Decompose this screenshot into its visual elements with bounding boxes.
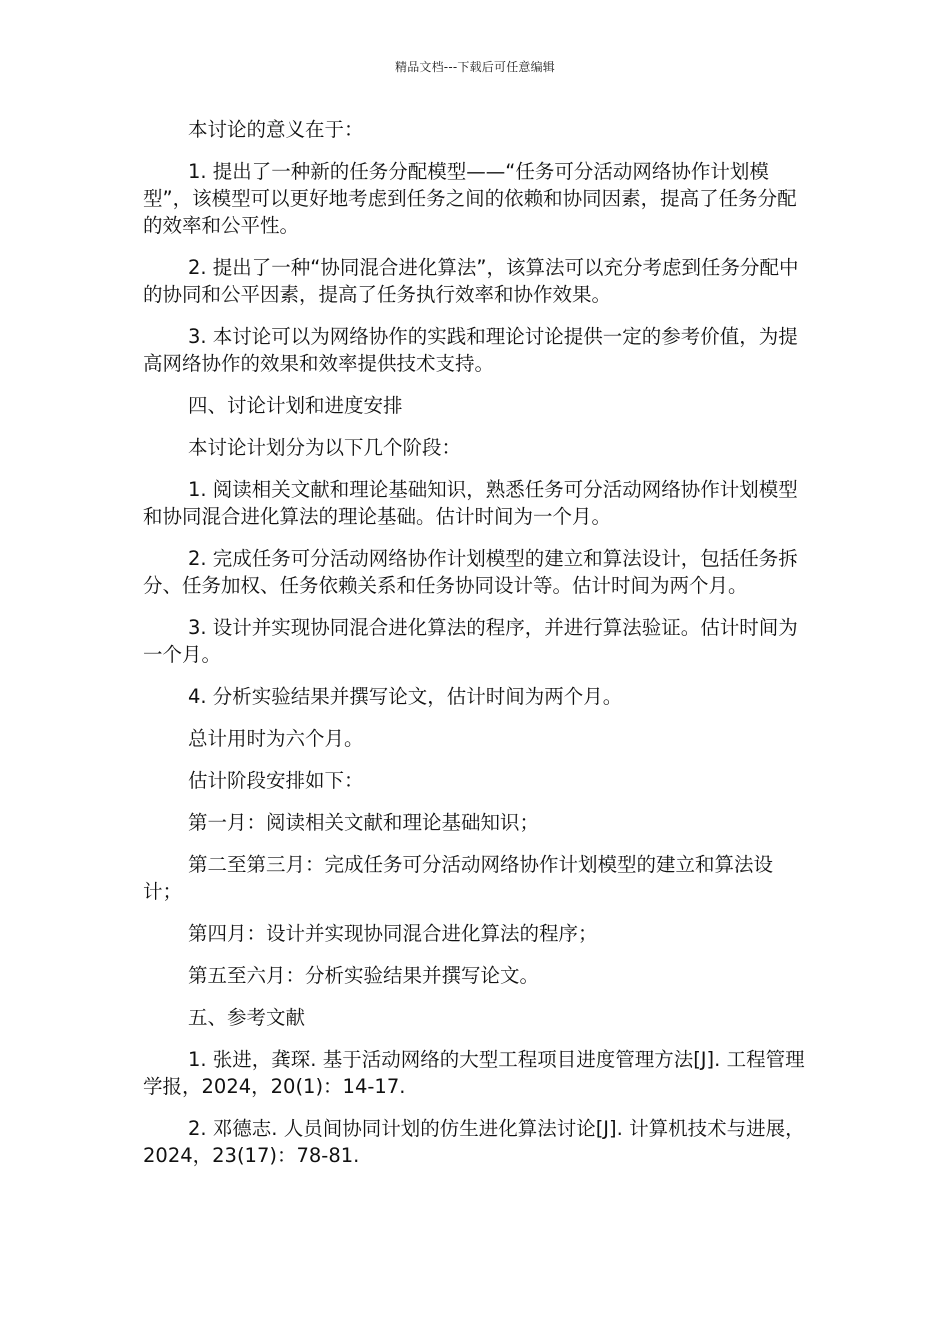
paragraph-plan-stage-1: 1. 阅读相关文献和理论基础知识，熟悉任务可分活动网络协作计划模型和协同混合进化算法的理论基础。估计时间为一个月。 — [143, 478, 798, 528]
document-body — [143, 116, 807, 1184]
paragraph-schedule-month-5-6: 第五至六月：分析实验结果并撰写论文。 — [188, 964, 540, 987]
paragraph-significance-1: 1. 提出了一种新的任务分配模型——“任务可分活动网络协作计划模型”，该模型可以更好地考虑到任务之间的依赖和协同因素，提高了任务分配的效率和公平性。 — [143, 160, 797, 237]
paragraph-schedule-month-4: 第四月：设计并实现协同混合进化算法的程序； — [188, 922, 598, 945]
reference-item-1: 1. 张进，龚琛. 基于活动网络的大型工程项目进度管理方法[J]. 工程管理学报，2024，20(1)：14-17. — [143, 1048, 805, 1098]
paragraph-schedule-intro: 估计阶段安排如下： — [188, 769, 364, 792]
paragraph-significance-intro: 本讨论的意义在于： — [188, 118, 364, 141]
paragraph-schedule-month-1: 第一月：阅读相关文献和理论基础知识； — [188, 811, 540, 834]
paragraph-plan-stage-4: 4. 分析实验结果并撰写论文，估计时间为两个月。 — [188, 685, 623, 708]
paragraph-significance-3: 3. 本讨论可以为网络协作的实践和理论讨论提供一定的参考价值，为提高网络协作的效果和效率提供技术支持。 — [143, 325, 798, 375]
paragraph-schedule-month-2-3: 第二至第三月：完成任务可分活动网络协作计划模型的建立和算法设计； — [143, 853, 774, 903]
section-heading-references: 五、参考文献 — [188, 1006, 306, 1029]
paragraph-plan-stage-3: 3. 设计并实现协同混合进化算法的程序，并进行算法验证。估计时间为一个月。 — [143, 616, 798, 666]
paragraph-total-time: 总计用时为六个月。 — [188, 727, 364, 750]
paragraph-plan-intro: 本讨论计划分为以下几个阶段： — [188, 436, 462, 459]
paragraph-plan-stage-2: 2. 完成任务可分活动网络协作计划模型的建立和算法设计，包括任务拆分、任务加权、任务依赖关系和任务协同设计等。估计时间为两个月。 — [143, 547, 798, 597]
page-header: 精品文档---下载后可任意编辑 — [395, 60, 555, 74]
reference-item-2: 2. 邓德志. 人员间协同计划的仿生进化算法讨论[J]. 计算机技术与进展，2024，23(17)：78-81. — [143, 1117, 805, 1167]
paragraph-significance-2: 2. 提出了一种“协同混合进化算法”，该算法可以充分考虑到任务分配中的协同和公平因素，提高了任务执行效率和协作效果。 — [143, 256, 799, 306]
section-heading-plan: 四、讨论计划和进度安排 — [188, 394, 403, 417]
